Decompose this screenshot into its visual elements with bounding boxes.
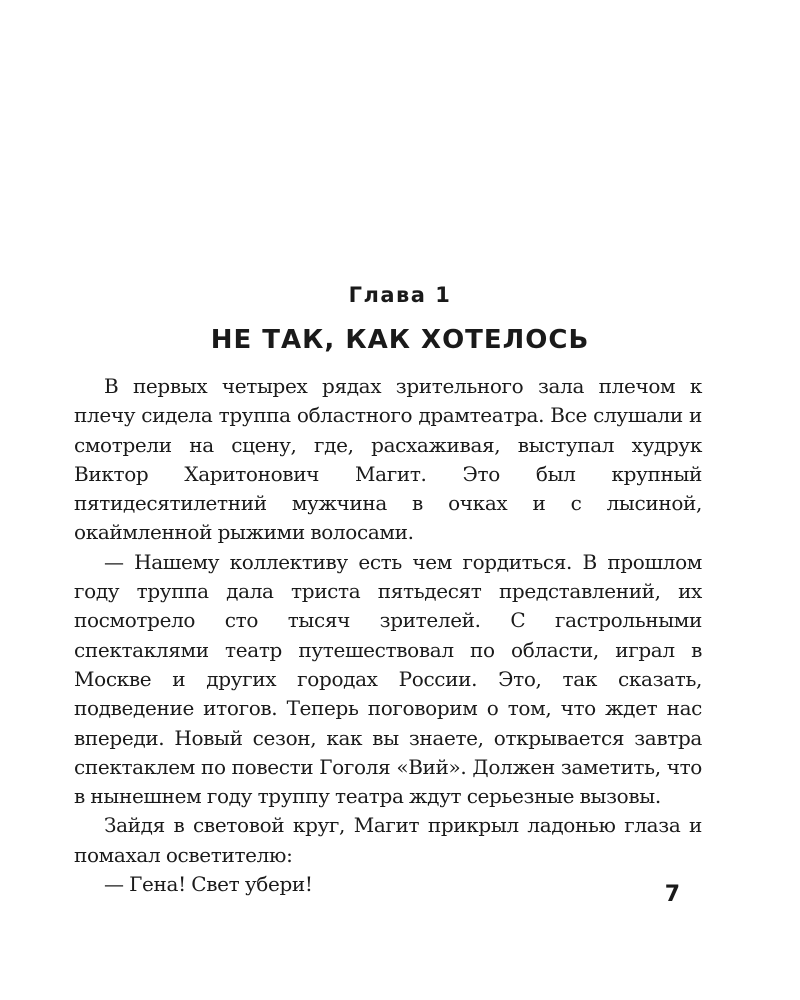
paragraph: Зайдя в световой круг, Магит прикрыл ладонью глаза и помахал осветителю: bbox=[74, 813, 702, 867]
paragraph: — Гена! Свет убери! bbox=[104, 872, 313, 897]
page-number: 7 bbox=[664, 882, 680, 907]
chapter-title: НЕ ТАК, КАК ХОТЕЛОСЬ bbox=[210, 325, 590, 355]
paragraph: В первых четырех рядах зрительного зала плечом к плечу сидела труппа областного драмтеатра. Все слушали и смотрели на сцену, где, расхаживая, выступал худрук Виктор Харитонович Магит. Это был крупный пятидесятилетний мужчина в очках и с лысиной, окаймленной рыжими волосами. bbox=[74, 374, 702, 545]
chapter-label: Глава 1 bbox=[348, 283, 452, 307]
paragraph: — Нашему коллективу есть чем гордиться. В прошлом году труппа дала триста пятьдесят представлений, их посмотрело сто тысяч зрителей. С гастрольными спектаклями театр путешествовал по области, играл в Москве и других городах России. Это, так сказать, подведение итогов. Теперь поговорим о том, что ждет нас впереди. Новый сезон, как вы знаете, открывается завтра спектаклем по повести Гоголя «Вий». Должен заметить, что в нынешнем году труппу театра ждут серьезные вызовы. bbox=[74, 549, 702, 809]
chapter-body bbox=[74, 372, 702, 899]
